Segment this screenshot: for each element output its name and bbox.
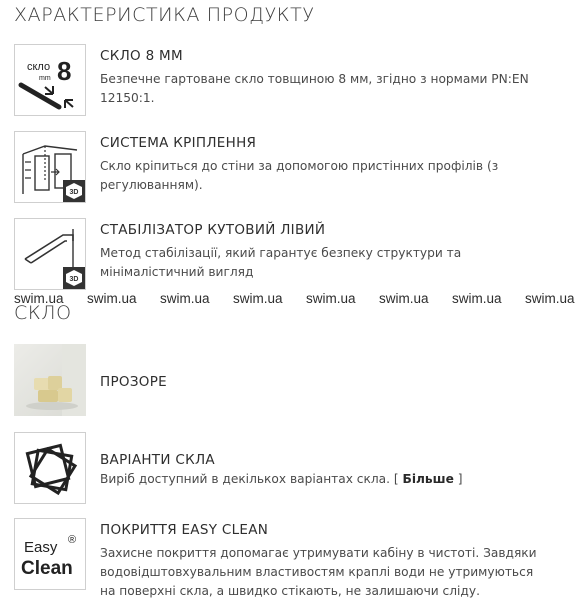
glass-icon-number: 8 xyxy=(57,56,72,86)
glass-thickness-icon xyxy=(14,44,86,116)
glass-icon-label: скло xyxy=(27,61,51,73)
glass-item-title: ПРОЗОРЕ xyxy=(100,374,167,390)
clear-glass-photo xyxy=(14,344,86,416)
watermark-text: swim.ua xyxy=(233,291,283,306)
feature-title: СТАБІЛІЗАТОР КУТОВИЙ ЛІВИЙ xyxy=(100,222,326,238)
easy-clean-icon xyxy=(14,518,86,590)
feature-mounting-system xyxy=(14,131,543,205)
section-title-glass: СКЛО xyxy=(14,302,72,324)
glass-item-variants xyxy=(14,432,543,506)
glass-item-easy-clean xyxy=(14,518,543,598)
glass-variants-text: Виріб доступний в декількох варіантах скла. xyxy=(100,472,391,486)
feature-description: Безпечне гартоване скло товщиною 8 мм, згідно з нормами PN:EN 12150:1. xyxy=(100,72,529,105)
easy-clean-icon-line2: Clean xyxy=(21,558,73,579)
feature-description: Скло кріпиться до стіни за допомогою пристінних профілів (з регулюванням). xyxy=(100,159,499,192)
glass-icon-unit: mm xyxy=(39,75,51,82)
corner-stabilizer-icon xyxy=(14,218,86,290)
watermark-row xyxy=(0,291,575,309)
3d-badge-label: 3D xyxy=(69,189,79,196)
section-title-product: ХАРАКТЕРИСТИКА ПРОДУКТУ xyxy=(14,4,315,26)
3d-badge-icon xyxy=(63,267,85,289)
watermark-text: swim.ua xyxy=(379,291,429,306)
feature-description: Метод стабілізації, який гарантує безпеку структури та мінімалістичний вигляд xyxy=(100,246,462,279)
watermark-text: swim.ua xyxy=(452,291,502,306)
feature-title: СКЛО 8 ММ xyxy=(100,48,183,64)
easy-clean-icon-line1: Easy xyxy=(24,539,58,556)
feature-glass-8mm xyxy=(14,44,543,118)
more-link-open-bracket: [ xyxy=(393,472,399,486)
registered-mark: ® xyxy=(68,534,77,546)
watermark-text: swim.ua xyxy=(306,291,356,306)
mounting-system-icon xyxy=(14,131,86,203)
watermark-text: swim.ua xyxy=(14,291,64,306)
more-link[interactable]: Більше xyxy=(402,472,454,486)
watermark-text: swim.ua xyxy=(525,291,575,306)
3d-badge-icon xyxy=(63,180,85,202)
watermark-text: swim.ua xyxy=(87,291,137,306)
glass-item-description: Захисне покриття допомагає утримувати кабіну в чистоті. Завдяки водовідштовхувальним властивостям краплі води не утримуються на поверхні скла, а швидко стікають, не залишаючи сліду. xyxy=(100,546,537,598)
glass-item-description xyxy=(100,470,540,489)
feature-title: СИСТЕМА КРІПЛЕННЯ xyxy=(100,135,257,151)
glass-variants-icon xyxy=(14,432,86,504)
glass-item-title: ВАРІАНТИ СКЛА xyxy=(100,452,215,468)
more-link-close-bracket: ] xyxy=(457,472,463,486)
glass-item-title: ПОКРИТТЯ EASY CLEAN xyxy=(100,522,269,538)
3d-badge-label: 3D xyxy=(69,276,79,283)
watermark-text: swim.ua xyxy=(160,291,210,306)
glass-item-clear xyxy=(14,344,543,418)
feature-corner-stabilizer xyxy=(14,218,543,292)
